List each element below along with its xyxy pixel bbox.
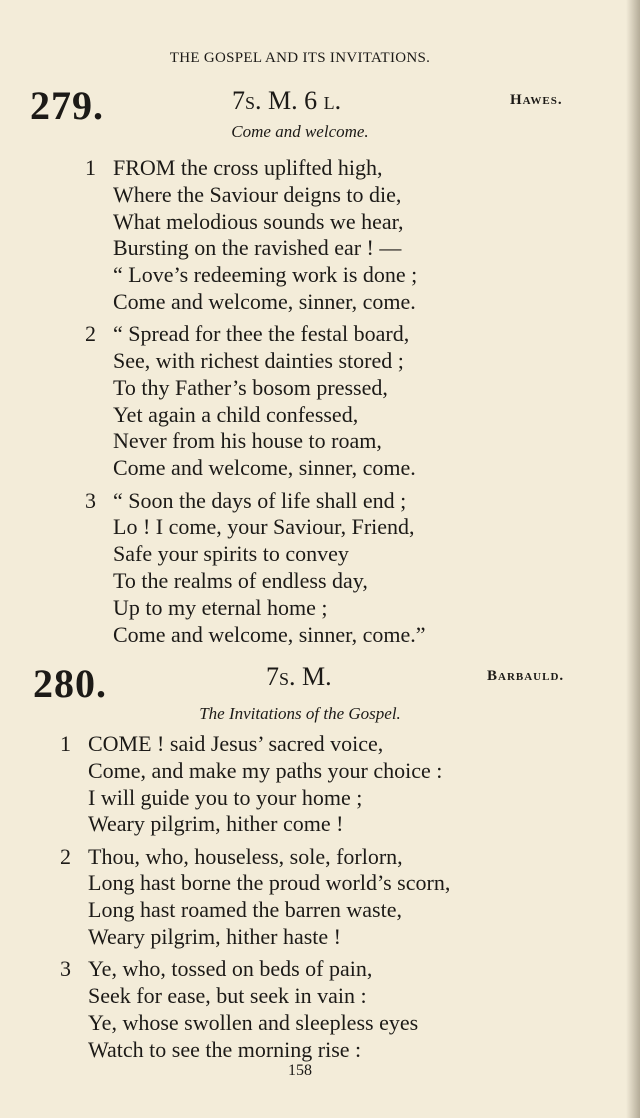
hymn-280-number: 280. [33, 661, 107, 706]
verse-line: Seek for ease, but seek in vain : [88, 983, 367, 1009]
hymn-280-text [60, 731, 451, 1069]
hymn-279-number: 279. [30, 83, 104, 128]
verse-line: COME ! said Jesus’ sacred voice, [88, 731, 384, 756]
hymn-279-title: Come and welcome. [231, 122, 369, 141]
verse-line: Long hast borne the proud world’s scorn, [88, 870, 451, 896]
hymn-279-meter: 7s. M. 6 l. [232, 86, 342, 115]
verse-line: Where the Saviour deigns to die, [113, 181, 402, 207]
verse-number: 1 [85, 155, 96, 180]
verse-number: 3 [85, 487, 96, 513]
hymn-280-author: Barbauld. [487, 668, 565, 684]
verse-line: Weary pilgrim, hither haste ! [88, 924, 341, 950]
verse-line: What melodious sounds we hear, [113, 208, 404, 234]
stanza [60, 731, 450, 838]
verse-line: FROM the cross uplifted high, [113, 155, 383, 180]
verse-line: Up to my eternal home ; [113, 594, 328, 620]
verse-line: See, with richest dainties stored ; [113, 348, 404, 374]
verse-line: To thy Father’s bosom pressed, [113, 374, 388, 400]
stanza [85, 487, 426, 649]
verse-line: Safe your spirits to convey [113, 541, 349, 567]
stanza [60, 843, 451, 951]
verse-line: Come and welcome, sinner, come.” [113, 621, 426, 647]
verse-line: “ Love’s redeeming work is done ; [113, 262, 418, 288]
page-gutter-shadow [626, 0, 640, 1118]
page-number: 158 [288, 1062, 312, 1079]
stanza [85, 155, 426, 316]
verse-line: Ye, who, tossed on beds of pain, [88, 956, 373, 982]
hymn-279-text [85, 155, 426, 654]
verse-line: Watch to see the morning rise : [88, 1036, 362, 1062]
verse-line: Ye, whose swollen and sleepless eyes [88, 1009, 419, 1035]
verse-line: Bursting on the ravished ear ! — [113, 235, 402, 261]
verse-line: “ Soon the days of life shall end ; [113, 487, 407, 513]
hymn-280-meter: 7s. M. [266, 662, 332, 691]
verse-line: Yet again a child confessed, [113, 401, 359, 427]
verse-number: 2 [60, 843, 71, 869]
verse-line: “ Spread for thee the festal board, [113, 321, 410, 347]
stanza [85, 321, 426, 482]
verse-number: 2 [85, 321, 96, 347]
verse-line: Come, and make my paths your choice : [88, 757, 443, 783]
stanza [60, 956, 450, 1063]
verse-line: Come and welcome, sinner, come. [113, 455, 416, 481]
running-head: THE GOSPEL AND ITS INVITATIONS. [169, 50, 431, 66]
verse-line: Lo ! I come, your Saviour, Friend, [113, 514, 415, 540]
verse-line: Come and welcome, sinner, come. [113, 288, 416, 314]
hymn-279-author: Hawes. [510, 92, 563, 108]
verse-number: 1 [60, 731, 71, 756]
hymn-280-title: The Invitations of the Gospel. [199, 704, 401, 723]
verse-line: Long hast roamed the barren waste, [88, 897, 402, 923]
verse-line: Weary pilgrim, hither come ! [88, 811, 344, 837]
verse-line: I will guide you to your home ; [88, 784, 363, 810]
verse-line: Thou, who, houseless, sole, forlorn, [88, 843, 403, 869]
verse-number: 3 [60, 956, 71, 982]
verse-line: To the realms of endless day, [113, 567, 368, 593]
verse-line: Never from his house to roam, [113, 428, 382, 454]
